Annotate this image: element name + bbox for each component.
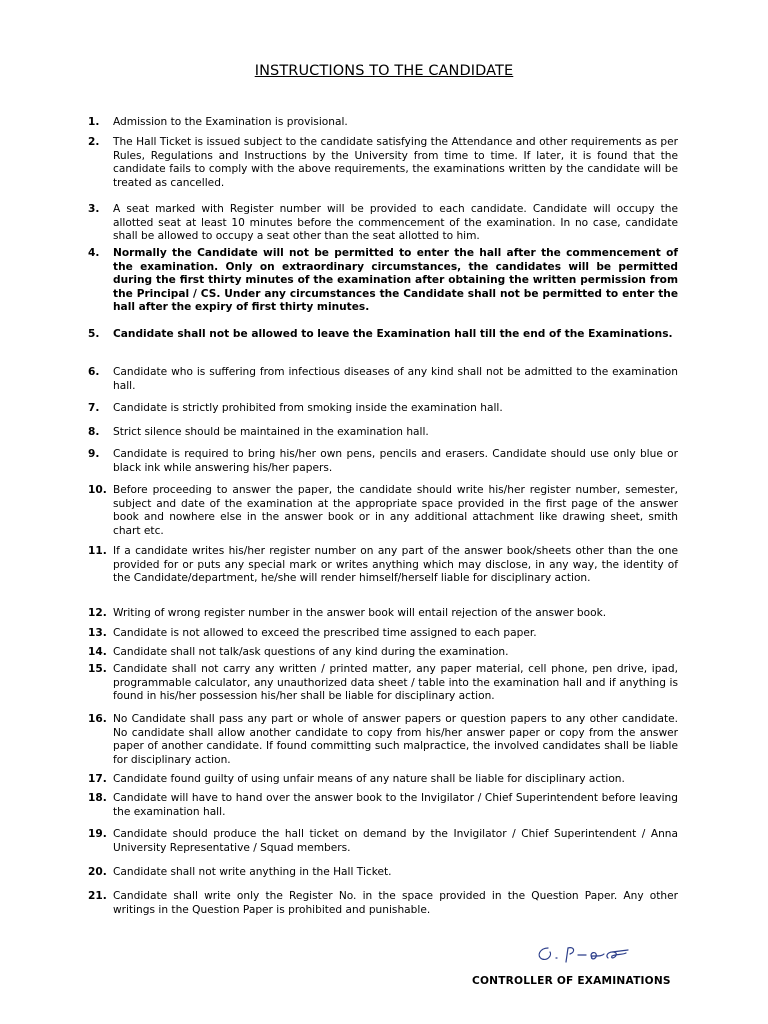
item-text: A seat marked with Register number will be provided to each candidate. Candidate will occupy the allotted seat at least 10 minutes before the commencement of the examination. In no case, candidate shall be allowed to occupy a seat other than the seat allotted to him.	[113, 203, 678, 243]
instruction-item-18	[88, 792, 678, 819]
item-number: 12.	[88, 607, 107, 619]
item-number: 11.	[88, 545, 107, 557]
item-number: 4.	[88, 247, 100, 259]
item-text: Before proceeding to answer the paper, the candidate should write his/her register number, semester, subject and date of the examination at the appropriate space provided in the first page of the answer book and nowhere else in the answer book or in any additional attachment like drawing sheet, smith chart etc.	[113, 484, 678, 537]
instruction-item-3	[88, 203, 678, 244]
instruction-item-10	[88, 484, 678, 538]
instruction-item-2	[88, 136, 678, 190]
item-text: The Hall Ticket is issued subject to the candidate satisfying the Attendance and other requirements as per Rules, Regulations and Instructions by the University from time to time. If later, it is found that the candidate fails to comply with the above requirements, the examinations written by the candidate will be treated as cancelled.	[113, 136, 678, 189]
instruction-item-8	[88, 426, 678, 440]
item-text: Writing of wrong register number in the answer book will entail rejection of the answer book.	[113, 607, 607, 619]
item-text: Candidate shall not be allowed to leave the Examination hall till the end of the Examinations.	[113, 328, 673, 340]
item-text: Candidate found guilty of using unfair means of any nature shall be liable for disciplinary action.	[113, 773, 625, 785]
signature-icon	[530, 940, 640, 970]
instruction-item-1	[88, 116, 678, 130]
instruction-item-4	[88, 247, 678, 315]
instruction-item-15	[88, 663, 678, 704]
item-text: Strict silence should be maintained in the examination hall.	[113, 426, 429, 438]
item-text: Candidate shall write only the Register No. in the space provided in the Question Paper. Any other writings in the Question Paper is prohibited and punishable.	[113, 890, 678, 916]
item-number: 13.	[88, 627, 107, 639]
instruction-item-9	[88, 448, 678, 475]
instruction-item-17	[88, 773, 678, 787]
instruction-item-5	[88, 328, 678, 342]
item-text: Candidate shall not write anything in the Hall Ticket.	[113, 866, 392, 878]
instruction-item-11	[88, 545, 678, 586]
item-text: Candidate is strictly prohibited from smoking inside the examination hall.	[113, 402, 503, 414]
item-number: 16.	[88, 713, 107, 725]
instruction-item-21	[88, 890, 678, 917]
item-number: 8.	[88, 426, 100, 438]
item-text: Candidate is not allowed to exceed the prescribed time assigned to each paper.	[113, 627, 537, 639]
item-number: 10.	[88, 484, 107, 496]
item-text: No Candidate shall pass any part or whole of answer papers or question papers to any other candidate. No candidate shall allow another candidate to copy from his/her answer paper or copy from the answer paper of another candidate. If found committing such malpractice, the involved candidates shall be liable for disciplinary action.	[113, 713, 678, 766]
instruction-item-7	[88, 402, 678, 416]
instruction-item-6	[88, 366, 678, 393]
controller-of-examinations-label: CONTROLLER OF EXAMINATIONS	[472, 975, 671, 987]
item-text: Candidate should produce the hall ticket on demand by the Invigilator / Chief Superintendent / Anna University Representative / Squad members.	[113, 828, 678, 854]
item-number: 21.	[88, 890, 107, 902]
instruction-item-16	[88, 713, 678, 767]
instruction-item-19	[88, 828, 678, 855]
item-number: 17.	[88, 773, 107, 785]
item-text: Normally the Candidate will not be permitted to enter the hall after the commencement of the examination. Only on extraordinary circumstances, the candidates will be permitted during the first thirty minutes of the examination after obtaining the written permission from the Principal / CS. Under any circumstances the Candidate shall not be permitted to enter the hall after the expiry of first thirty minutes.	[113, 247, 678, 314]
instruction-item-20	[88, 866, 678, 880]
instruction-item-14	[88, 646, 678, 660]
item-number: 9.	[88, 448, 100, 460]
item-number: 6.	[88, 366, 100, 378]
page-title: INSTRUCTIONS TO THE CANDIDATE	[254, 63, 514, 79]
item-text: Candidate who is suffering from infectious diseases of any kind shall not be admitted to the examination hall.	[113, 366, 678, 392]
item-text: Candidate is required to bring his/her own pens, pencils and erasers. Candidate should use only blue or black ink while answering his/her papers.	[113, 448, 678, 474]
item-text: Candidate will have to hand over the answer book to the Invigilator / Chief Superintendent before leaving the examination hall.	[113, 792, 678, 818]
item-number: 14.	[88, 646, 107, 658]
item-number: 19.	[88, 828, 107, 840]
item-number: 20.	[88, 866, 107, 878]
item-number: 2.	[88, 136, 100, 148]
item-number: 18.	[88, 792, 107, 804]
item-text: Candidate shall not talk/ask questions of any kind during the examination.	[113, 646, 509, 658]
item-text: Admission to the Examination is provisional.	[113, 116, 348, 128]
instruction-item-13	[88, 627, 678, 641]
item-text: If a candidate writes his/her register number on any part of the answer book/sheets other than the one provided for or puts any special mark or writes anything which may disclose, in any way, the identity of the Candidate/department, he/she will render himself/herself liable for disciplinary action.	[113, 545, 678, 585]
item-number: 15.	[88, 663, 107, 675]
item-number: 1.	[88, 116, 100, 128]
item-text: Candidate shall not carry any written / printed matter, any paper material, cell phone, pen drive, ipad, programmable calculator, any unauthorized data sheet / table into the examination hall and if anything is found in his/her possession his/her shall be liable for disciplinary action.	[113, 663, 678, 703]
item-number: 5.	[88, 328, 100, 340]
item-number: 7.	[88, 402, 100, 414]
item-number: 3.	[88, 203, 100, 215]
instruction-item-12	[88, 607, 678, 621]
